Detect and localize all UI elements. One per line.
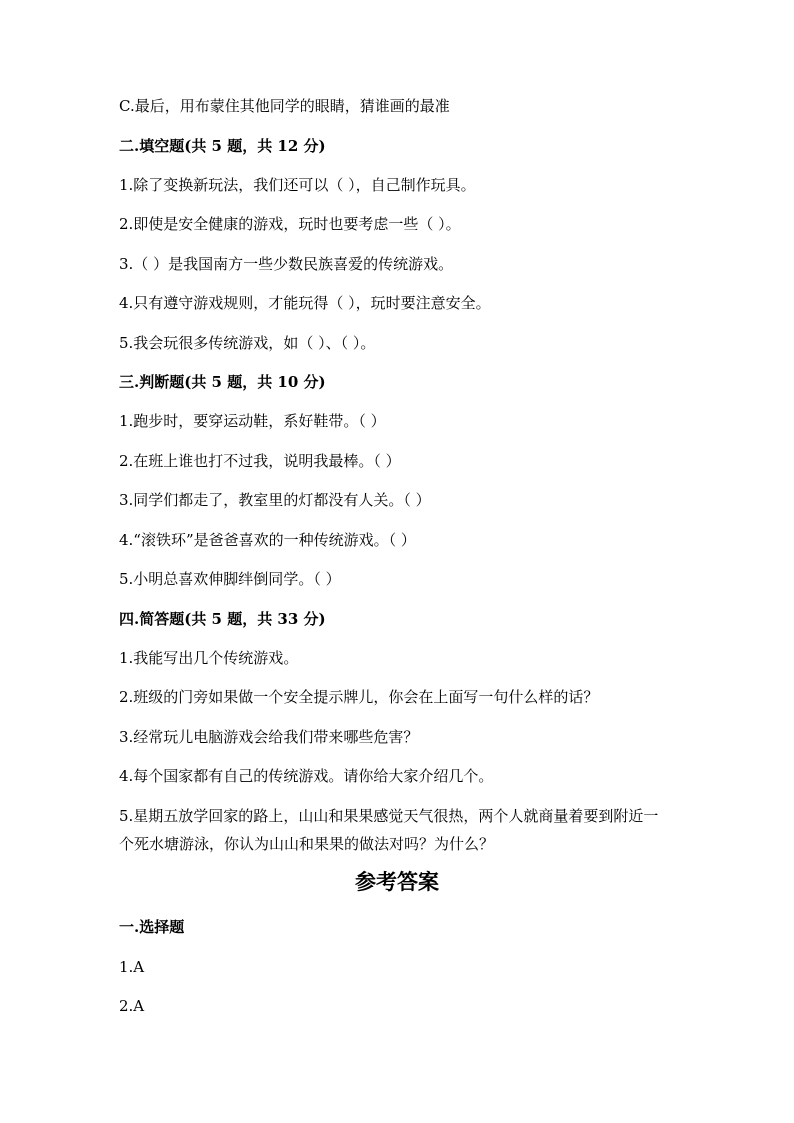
short-answer-question-1: 1.我能写出几个传统游戏。 xyxy=(119,649,299,667)
short-answer-question-2: 2.班级的门旁如果做一个安全提示牌儿，你会在上面写一句什么样的话？ xyxy=(119,688,599,706)
answer-key-item-2: 2.A xyxy=(119,997,145,1015)
choice-option-c: C.最后，用布蒙住其他同学的眼睛，猜谁画的最准 xyxy=(119,97,450,115)
short-answer-question-3: 3.经常玩儿电脑游戏会给我们带来哪些危害？ xyxy=(119,728,419,746)
true-false-question-2: 2.在班上谁也打不过我，说明我最棒。（ ） xyxy=(119,452,401,470)
short-answer-section-heading: 四.简答题(共 5 题，共 33 分) xyxy=(119,610,326,628)
fill-blank-question-1: 1.除了变换新玩法，我们还可以（ ），自己制作玩具。 xyxy=(119,176,476,194)
fill-blank-question-5: 5.我会玩很多传统游戏，如（ ）、（ ）。 xyxy=(119,334,376,352)
fill-blank-question-2: 2.即使是安全健康的游戏，玩时也要考虑一些（ ）。 xyxy=(119,215,461,233)
true-false-question-5: 5.小明总喜欢伸脚绊倒同学。（ ） xyxy=(119,570,341,588)
answer-key-title: 参考答案 xyxy=(355,869,439,894)
true-false-question-1: 1.跑步时，要穿运动鞋，系好鞋带。（ ） xyxy=(119,412,386,430)
short-answer-question-4: 4.每个国家都有自己的传统游戏。请你给大家介绍几个。 xyxy=(119,767,494,785)
true-false-question-4: 4.“滚铁环”是爸爸喜欢的一种传统游戏。（ ） xyxy=(119,531,416,549)
fill-blank-question-4: 4.只有遵守游戏规则，才能玩得（ ），玩时要注意安全。 xyxy=(119,294,491,312)
true-false-question-3: 3.同学们都走了，教室里的灯都没有人关。（ ） xyxy=(119,491,431,509)
short-answer-question-5: 5.星期五放学回家的路上，山山和果果感觉天气很热，两个人就商量着要到附近一个死水塘游泳，你认为山山和果果的做法对吗？为什么？ xyxy=(119,807,659,853)
fill-blank-question-3: 3.（ ）是我国南方一些少数民族喜爱的传统游戏。 xyxy=(119,255,454,273)
answer-key-choice-heading: 一.选择题 xyxy=(119,918,185,936)
answer-key-item-1: 1.A xyxy=(119,958,145,976)
true-false-section-heading: 三.判断题(共 5 题，共 10 分) xyxy=(119,373,326,391)
fill-blank-section-heading: 二.填空题(共 5 题，共 12 分) xyxy=(119,137,326,155)
